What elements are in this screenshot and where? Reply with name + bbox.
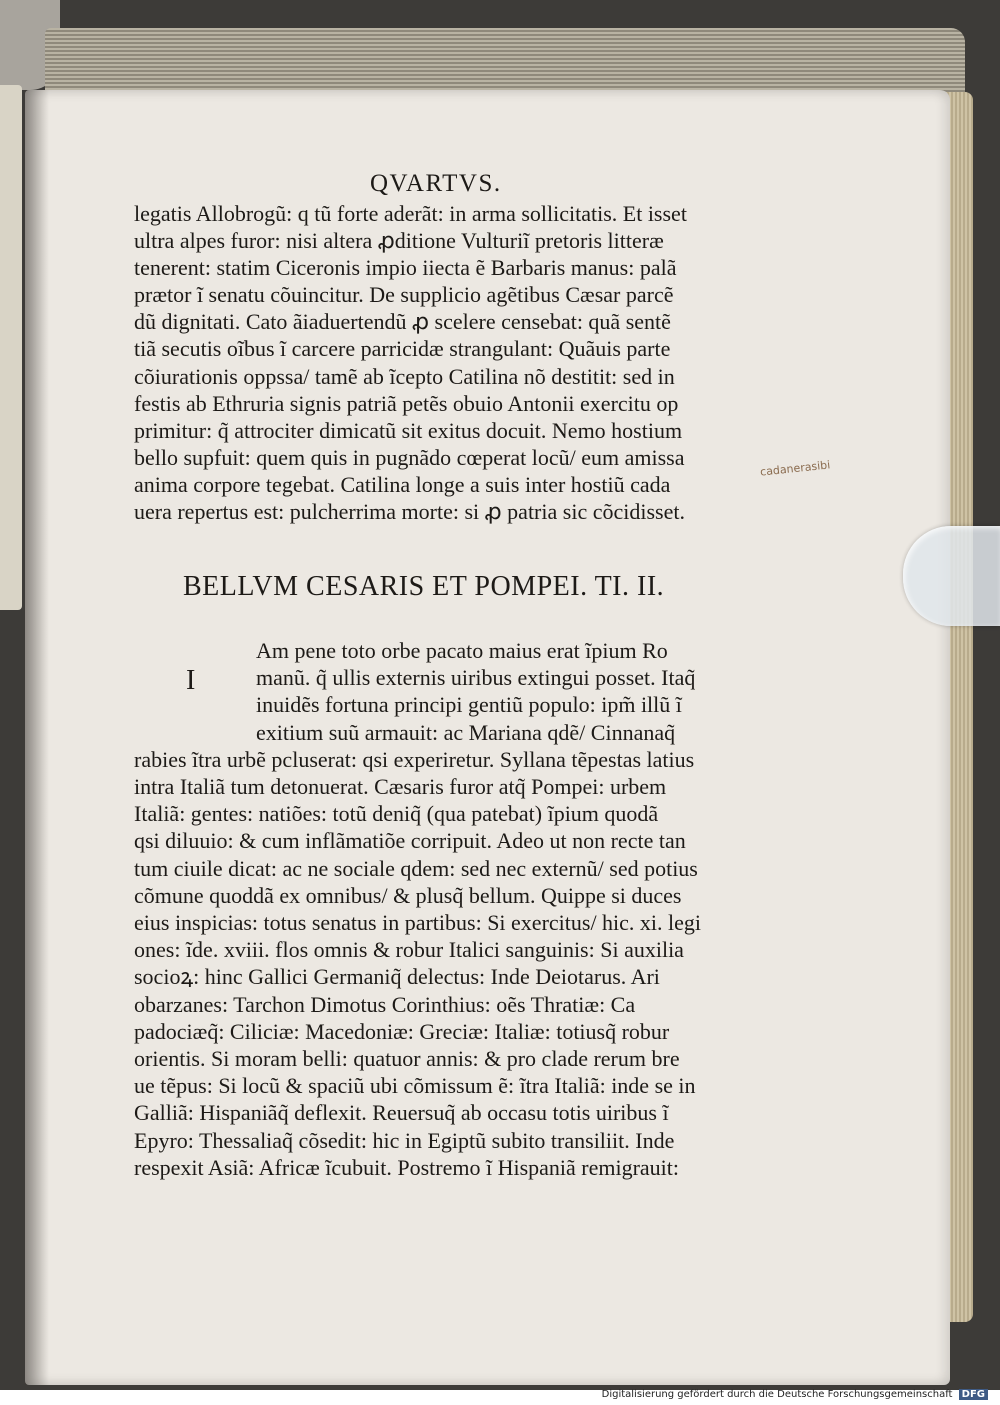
text-line: cõiurationis oppssa/ tamẽ ab ĩcepto Catilina nõ destitit: sed in [134,363,675,389]
text-line: orientis. Si moram belli: quatuor annis: & pro clade rerum bre [134,1046,680,1072]
text-line: anima corpore tegebat. Catilina longe a suis inter hostiũ cada [134,471,671,497]
text-line: Galliã: Hispaniãq̃ deflexit. Reuersuq̃ ab occasu totis uiribus ĩ [134,1100,669,1126]
text-line: bello supfuit: quem quis in pugnãdo cœperat locũ/ eum amissa [134,444,685,470]
text-line: ultra alpes furor: nisi altera ꝓditione Vulturiĩ pretoris litteræ [134,228,664,254]
text-line: Epyro: Thessaliaq̃ cõsedit: hic in Egiptũ subito transiliit. Inde [134,1127,675,1153]
text-line: tum ciuile dicat: ac ne sociale qdem: sed nec externũ/ sed potius [134,855,698,881]
text-line: legatis Allobrogũ: q tũ forte aderãt: in arma sollicitatis. Et isset [134,201,687,226]
text-line: tiã secutis oĩbus ĩ carcere parricidæ strangulant: Quãuis parte [134,336,671,362]
text-line: ones: ĩde. xviii. flos omnis & robur Italici sanguinis: Si auxilia [134,937,684,963]
section-title: BELLVM CESARIS ET POMPEI. TI. II. [183,571,665,602]
text-line: ue tẽpus: Si locũ & spaciũ ubi cõmissum ẽ: ĩtra Italiã: inde se in [134,1073,696,1099]
dfg-logo: DFG [959,1389,988,1400]
text-line: inuidẽs fortuna principi gentiũ populo: ipm̃ illũ ĩ [256,692,682,718]
spine-shadow [25,90,49,1385]
text-line: eius inspicias: totus senatus in partibus: Si exercitus/ hic. xi. legi [134,910,702,936]
text-line: prætor ĩ senatu cõuincitur. De supplicio agẽtibus Cæsar parcẽ [134,282,674,308]
text-line: obarzanes: Tarchon Dimotus Corinthius: oẽs Thratiæ: Ca [134,991,636,1017]
page-top-edges [45,28,965,98]
text-line: Italiã: gentes: natiões: totũ deniq̃ (qua patebat) ĩpium quodã [134,801,659,827]
text-line: exitium suũ armauit: ac Mariana qdẽ/ Cinnanaq̃ [256,719,676,745]
initial-letter: I [186,665,196,696]
text-line: socioꝝ: hinc Gallici Germaniq̃ delectus: Inde Deiotarus. Ari [134,964,660,990]
paragraph-catilina [134,200,774,525]
text-line: Am pene toto orbe pacato maius erat ĩpium Ro [256,638,668,663]
text-line: tenerent: statim Ciceronis impio iiecta ẽ Barbaris manus: palã [134,255,677,281]
facing-page-edge [0,85,22,610]
text-line: qsi diluuio: & cum inflãmatiõe corripuit. Adeo ut non recte tan [134,828,686,854]
running-head: QVARTVS. [370,170,502,197]
page-clip [903,526,1000,626]
credit-text: Digitalisierung gefördert durch die Deutsche Forschungsgemeinschaft [601,1389,953,1400]
text-line: festis ab Ethruria signis patriã petẽs obuio Antonii exercitu op [134,390,679,416]
text-line: rabies ĩtra urbẽ pcluserat: qsi experiretur. Syllana tẽpestas latius [134,746,695,772]
digitization-credit [602,1389,988,1400]
text-line: cõmune quoddã ex omnibus/ & plusq̃ bellum. Quippe si duces [134,882,682,908]
text-line: manũ. q̃ ullis externis uiribus extingui posset. Itaq̃ [256,665,696,691]
paragraph-bellum-civile [134,637,774,1181]
text-line: padociæq̃: Ciliciæ: Macedoniæ: Greciæ: Italiæ: totiusq̃ robur [134,1018,670,1044]
text-line: primitur: q̃ attrociter dimicatũ sit exitus docuit. Nemo hostium [134,417,683,443]
text-line: uera repertus est: pulcherrima morte: si ꝓ patria sic cõcidisset. [134,499,685,525]
marginal-note: cadanerasibi [759,458,831,479]
text-line: dũ dignitati. Cato ãiaduertendũ ꝓ scelere censebat: quã sentẽ [134,309,671,335]
text-line: intra Italiã tum detonuerat. Cæsaris furor atq̃ Pompei: urbem [134,774,667,800]
text-line: respexit Asiã: Africæ ĩcubuit. Postremo ĩ Hispaniã remigrauit: [134,1154,680,1180]
